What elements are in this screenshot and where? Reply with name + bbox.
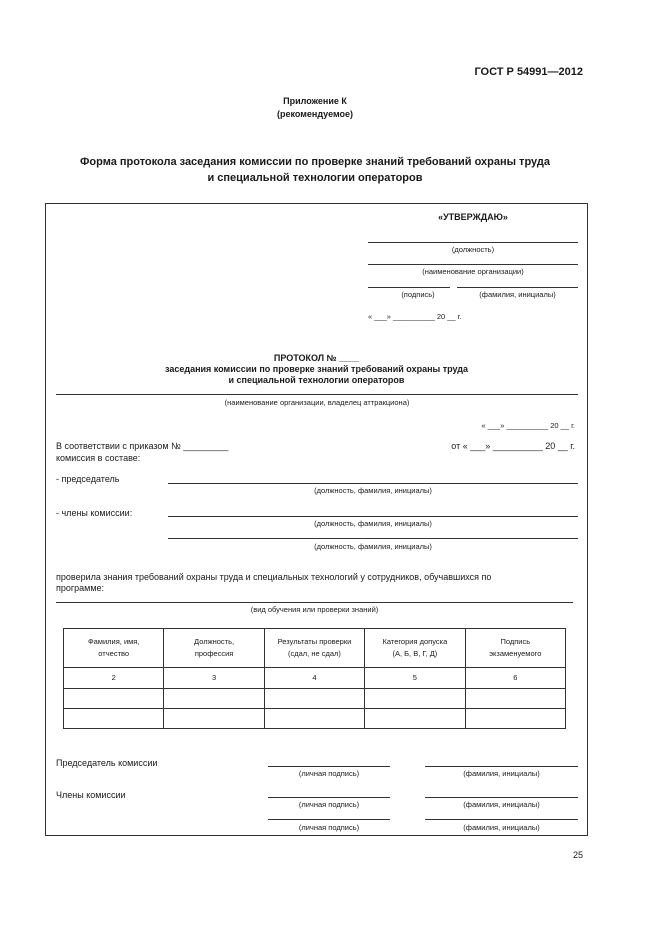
member-caption1: (должность, фамилия, инициалы) (314, 519, 432, 528)
chairman-line (168, 483, 578, 484)
header-position: Должность, профессия (164, 629, 264, 668)
approve-date: « ___» __________ 20 __ г. (368, 312, 462, 321)
table-header-row (64, 629, 566, 668)
chairman-name-line (425, 766, 578, 767)
table-cell (465, 709, 565, 729)
org-name-caption: (наименование организации, владелец аттракциона) (224, 398, 410, 407)
member-name-line1 (425, 797, 578, 798)
table-cell (365, 689, 465, 709)
appendix-type: (рекомендуемое) (277, 109, 353, 119)
protocol-subtitle2: и специальной технологии операторов (228, 375, 405, 385)
committee-text: комиссия в составе: (56, 453, 141, 463)
appendix-label: Приложение К (283, 96, 347, 106)
org-name-line (56, 394, 578, 395)
chairman-label: - председатель (56, 474, 120, 484)
member-line2 (168, 538, 578, 539)
table-cell (64, 689, 164, 709)
chairman-sign-caption: (личная подпись) (298, 769, 360, 778)
header-signature: Подпись экзаменуемого (465, 629, 565, 668)
order-text: В соответствии с приказом № _________ (56, 441, 229, 451)
order-date: от « ___» __________ 20 __ г. (451, 441, 575, 451)
sign-chairman-label: Председатель комиссии (56, 758, 158, 768)
member-name-line2 (425, 819, 578, 820)
checked-text1: проверила знания требований охраны труда и специальных технологий у сотрудников, обучавшихся по (56, 572, 492, 582)
signature-caption: (подпись) (401, 290, 435, 299)
table-number-row (64, 668, 566, 689)
protocol-title: ПРОТОКОЛ № ____ (273, 353, 360, 363)
col-number: 3 (164, 668, 264, 689)
page-number: 25 (572, 850, 583, 860)
col-number: 5 (365, 668, 465, 689)
table-row (64, 709, 566, 729)
table-cell (465, 689, 565, 709)
member-sign-line1 (268, 797, 390, 798)
chairman-name-caption: (фамилия, инициалы) (463, 769, 540, 778)
training-line (56, 602, 573, 603)
table-cell (164, 689, 264, 709)
header-result: Результаты проверки (сдал, не сдал) (264, 629, 364, 668)
org-caption: (наименование организации) (422, 267, 524, 276)
protocol-subtitle1: заседания комиссии по проверке знаний требований охраны труда (164, 364, 468, 374)
doc-title-line1: Форма протокола заседания комиссии по проверке знаний требований охраны труда (80, 156, 550, 168)
member-line1 (168, 516, 578, 517)
table-cell (164, 709, 264, 729)
table-cell (365, 709, 465, 729)
approve-label: «УТВЕРЖДАЮ» (438, 212, 508, 222)
standard-number: ГОСТ Р 54991—2012 (474, 66, 583, 78)
header-category: Категория допуска (А, Б, В, Г, Д) (365, 629, 465, 668)
signature-line (368, 287, 450, 288)
member-caption2: (должность, фамилия, инициалы) (314, 542, 432, 551)
exam-table (63, 628, 566, 729)
name-line (457, 287, 578, 288)
header-full-name: Фамилия, имя, отчество (64, 629, 164, 668)
member-sign-caption2: (личная подпись) (298, 823, 360, 832)
name-caption: (фамилия, инициалы) (479, 290, 556, 299)
member-sign-line2 (268, 819, 390, 820)
chairman-caption: (должность, фамилия, инициалы) (314, 486, 432, 495)
members-label: - члены комиссии: (56, 508, 133, 518)
checked-text2: программе: (56, 583, 105, 593)
col-number: 2 (64, 668, 164, 689)
protocol-date: « ___» __________ 20 __ г. (481, 421, 575, 430)
member-name-caption1: (фамилия, инициалы) (463, 800, 540, 809)
org-line (368, 264, 578, 265)
table-row (64, 689, 566, 709)
chairman-sign-line (268, 766, 390, 767)
table-cell (264, 709, 364, 729)
doc-title-line2: и специальной технологии операторов (207, 172, 423, 184)
member-name-caption2: (фамилия, инициалы) (463, 823, 540, 832)
training-caption: (вид обучения или проверки знаний) (250, 605, 379, 614)
member-sign-caption1: (личная подпись) (298, 800, 360, 809)
sign-members-label: Члены комиссии (56, 790, 126, 800)
position-caption: (должность) (451, 245, 495, 254)
position-line (368, 242, 578, 243)
col-number: 4 (264, 668, 364, 689)
table-cell (264, 689, 364, 709)
table-cell (64, 709, 164, 729)
col-number: 6 (465, 668, 565, 689)
